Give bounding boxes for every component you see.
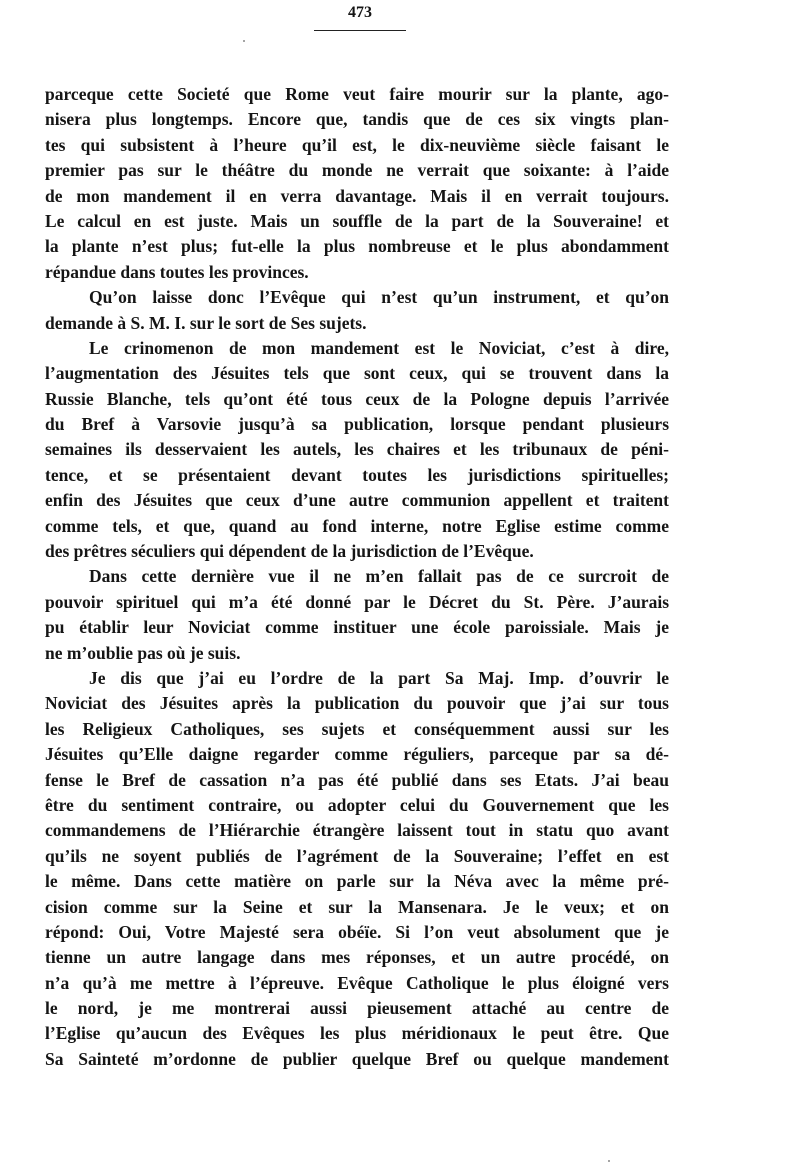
page-number-rule — [314, 30, 406, 31]
text-line: Russie Blanche, tels qu’ont été tous ceux de la Pologne depuis l’arrivée — [45, 388, 669, 409]
body-text — [45, 82, 669, 1072]
page-number: 473 — [348, 4, 372, 21]
text-line: de mon mandement il en verra davantage. Mais il en verrait toujours. — [45, 185, 669, 206]
text-line: nisera plus longtemps. Encore que, tandis que de ces six vingts plan- — [45, 109, 669, 130]
text-line: qu’ils ne soyent publiés de l’agrément de la Souveraine; l’effet en est — [45, 845, 669, 866]
text-line: l’augmentation des Jésuites tels que sont ceux, qui se trouvent dans la — [45, 363, 669, 384]
paragraph — [45, 285, 669, 336]
text-line: Noviciat des Jésuites après la publication du pouvoir que j’ai sur tous — [45, 693, 669, 714]
text-line: le même. Dans cette matière on parle sur la Néva avec la même pré- — [45, 871, 669, 892]
text-line: Jésuites qu’Elle daigne regarder comme réguliers, parceque par sa dé- — [45, 744, 669, 765]
text-line: le nord, je me montrerai aussi pieusement attaché au centre de — [45, 998, 669, 1019]
text-line: enfin des Jésuites que ceux d’une autre communion appellent et traitent — [45, 490, 669, 511]
text-line: Je dis que j’ai eu l’ordre de la part Sa Maj. Imp. d’ouvrir le — [89, 667, 669, 688]
text-line: les Religieux Catholiques, ses sujets et conséquemment aussi sur les — [45, 718, 669, 739]
text-line: pu établir leur Noviciat comme instituer une école paroissiale. Mais je — [45, 617, 669, 638]
scan-speck — [243, 40, 245, 42]
text-line: Dans cette dernière vue il ne m’en fallait pas de ce surcroit de — [89, 566, 669, 587]
text-line: la plante n’est plus; fut-elle la plus nombreuse et le plus abondamment — [45, 236, 669, 257]
text-line: Qu’on laisse donc l’Evêque qui n’est qu’un instrument, et qu’on — [89, 287, 669, 308]
text-line: pouvoir spirituel qui m’a été donné par le Décret du St. Père. J’aurais — [45, 591, 669, 612]
paragraph — [45, 336, 669, 565]
text-line: demande à S. M. I. sur le sort de Ses sujets. — [45, 312, 367, 333]
text-line: fense le Bref de cassation n’a pas été publié dans ses Etats. J’ai beau — [45, 769, 669, 790]
text-line: parceque cette Societé que Rome veut faire mourir sur la plante, ago- — [45, 84, 669, 104]
text-line: l’Eglise qu’aucun des Evêques les plus méridionaux le peut être. Que — [45, 1023, 669, 1044]
text-line: semaines ils desservaient les autels, les chaires et les tribunaux de péni- — [45, 439, 669, 460]
text-line: ne m’oublie pas où je suis. — [45, 642, 241, 663]
text-line: commandemens de l’Hiérarchie étrangère laissent tout in statu quo avant — [45, 820, 669, 841]
text-line: tienne un autre langage dans mes réponses, et un autre procédé, on — [45, 947, 669, 968]
paragraph — [45, 82, 669, 285]
text-line: des prêtres séculiers qui dépendent de la jurisdiction de l’Evêque. — [45, 541, 534, 562]
paragraph — [45, 666, 669, 1072]
text-line: premier pas sur le théâtre du monde ne verrait que soixante: à l’aide — [45, 160, 669, 181]
text-line: du Bref à Varsovie jusqu’à sa publication, lorsque pendant plusieurs — [45, 414, 669, 435]
text-line: tes qui subsistent à l’heure qu’il est, le dix-neuvième siècle faisant le — [45, 134, 669, 155]
text-line: répandue dans toutes les provinces. — [45, 261, 309, 282]
text-line: tence, et se présentaient devant toutes les jurisdictions spirituelles; — [45, 464, 669, 485]
text-line: répond: Oui, Votre Majesté sera obéïe. Si l’on veut absolument que je — [45, 921, 669, 942]
text-line: être du sentiment contraire, ou adopter celui du Gouvernement que les — [45, 794, 669, 815]
text-line: Le calcul en est juste. Mais un souffle de la part de la Souveraine! et — [45, 210, 669, 231]
text-line: cision comme sur la Seine et sur la Mansenara. Je le veux; et on — [45, 896, 669, 917]
paragraph — [45, 564, 669, 666]
text-line: Le crinomenon de mon mandement est le Noviciat, c’est à dire, — [89, 337, 669, 358]
text-line: n’a qu’à me mettre à l’épreuve. Evêque Catholique le plus éloigné vers — [45, 972, 669, 993]
text-line: comme tels, et que, quand au fond interne, notre Eglise estime comme — [45, 515, 669, 536]
text-line: Sa Sainteté m’ordonne de publier quelque Bref ou quelque mandement — [45, 1048, 669, 1069]
scan-speck — [608, 1160, 610, 1162]
